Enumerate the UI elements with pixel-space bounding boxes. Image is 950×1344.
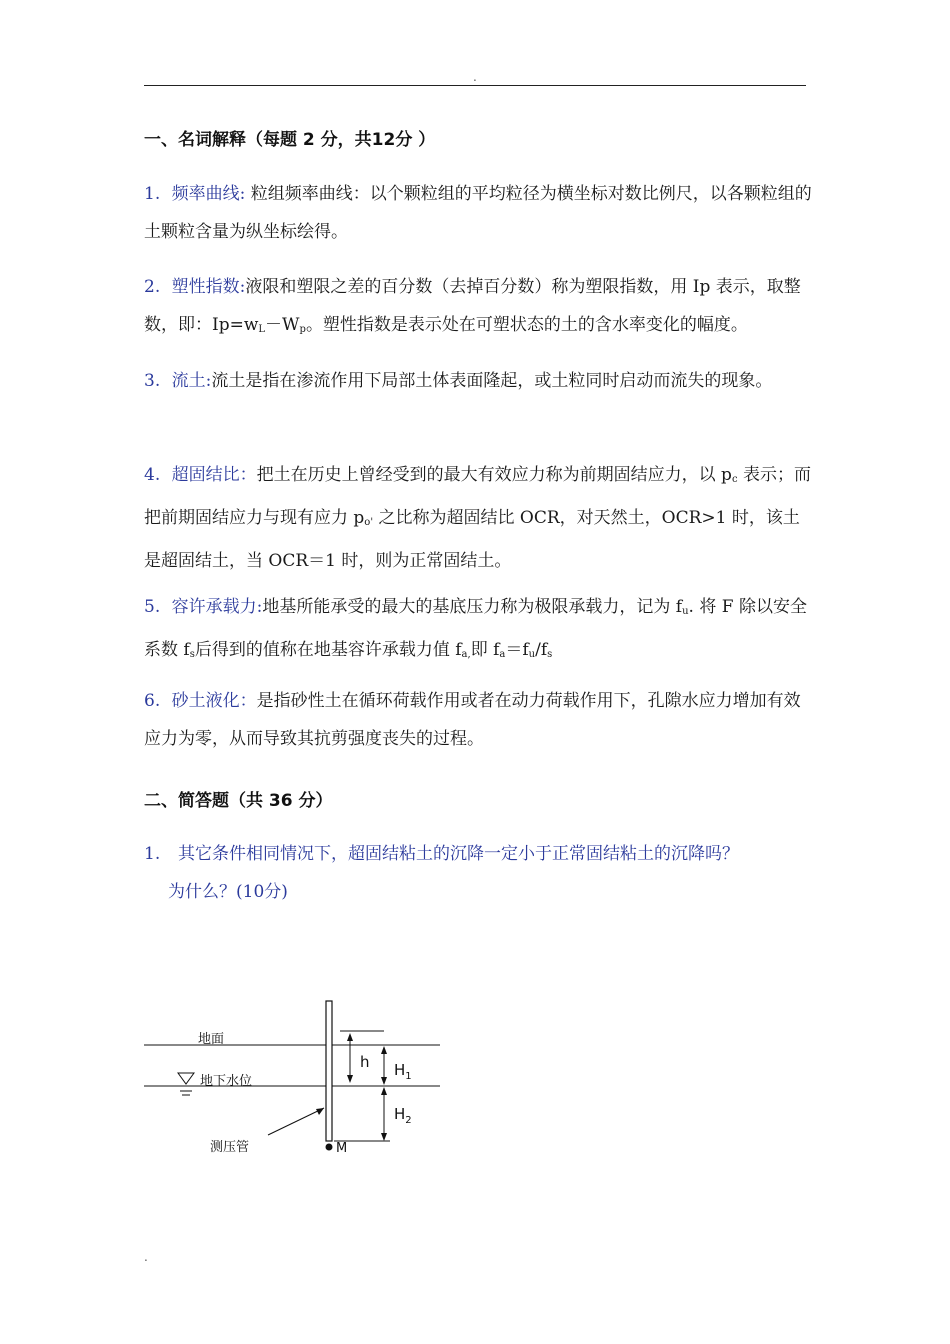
water-level-icon (178, 1073, 194, 1084)
def4-text-b: 表示；而把前期固结应力与现有应力 p (144, 465, 811, 528)
q1-line1: 其它条件相同情况下，超固结粘土的沉降一定小于正常固结粘土的沉降吗？ (178, 844, 739, 864)
tube-label: 测压管 (210, 1140, 250, 1155)
water-label: 地下水位 (200, 1074, 253, 1089)
h2-sub: 2 (405, 1115, 412, 1126)
h2-label (394, 1105, 412, 1126)
h-label: h (360, 1053, 370, 1071)
h-arrow-up-icon (347, 1033, 353, 1041)
h1-arrow-down-icon (381, 1077, 387, 1085)
def3-term: 流土: (171, 371, 212, 391)
def2-text-a: 液限和塑限之差的百分数（去掉百分数）称为塑限指数，用 Ip 表示，取整数，即：Ip=w (144, 277, 801, 335)
h1-sub: 1 (405, 1071, 412, 1082)
def5-text-b: . 将 F 除以安全系数 f (144, 597, 807, 660)
def5-text-f: /f (535, 640, 548, 660)
def6-num: 6. (144, 691, 161, 711)
question-1 (144, 835, 816, 911)
h-arrow-down-icon (347, 1075, 353, 1083)
ground-label: 地面 (198, 1032, 225, 1047)
definition-1 (144, 175, 816, 251)
def1-text: 粒组频率曲线：以个颗粒组的平均粒径为横坐标对数比例尺，以各颗粒组的土颗粒含量为纵坐标绘得。 (144, 184, 812, 242)
def4-sub-b: o' (364, 517, 374, 528)
definition-4 (144, 456, 816, 580)
definition-6 (144, 682, 816, 758)
def2-term: 塑性指数: (171, 277, 246, 297)
piezometer-tube (326, 1001, 332, 1141)
point-m-marker (326, 1144, 333, 1151)
def4-text-a: 把土在历史上曾经受到的最大有效应力称为前期固结应力，以 p (256, 465, 732, 485)
def3-text: 流土是指在渗流作用下局部土体表面隆起，或土粒同时启动而流失的现象。 (211, 371, 773, 391)
def2-sub-a: L (258, 324, 266, 335)
def1-term: 频率曲线: (171, 184, 246, 204)
def4-term: 超固结比： (171, 465, 257, 485)
arrow-line (268, 1108, 324, 1135)
def4-text-c: 之比称为超固结比 OCR，对天然土，OCR>1 时，该土是超固结土，当 OCR＝1 时，则为正常固结土。 (144, 508, 800, 571)
section2-title: 二、简答题（共 36 分） (144, 791, 333, 811)
definition-3 (144, 362, 816, 400)
def5-text-e: ＝f (505, 640, 529, 660)
def5-num: 5. (144, 597, 161, 617)
h1-letter: H (394, 1061, 406, 1079)
def5-sub-a: u (682, 606, 689, 617)
definition-2 (144, 268, 816, 349)
definition-5 (144, 588, 816, 674)
def4-num: 4. (144, 465, 161, 485)
header-rule (144, 85, 806, 86)
h2-letter: H (394, 1105, 406, 1123)
def1-num: 1. (144, 184, 161, 204)
h2-arrow-down-icon (381, 1133, 387, 1141)
def5-sub-b: s (189, 649, 195, 660)
def5-text-a: 地基所能承受的最大的基底压力称为极限承载力，记为 f (262, 597, 683, 617)
piezometer-figure (140, 995, 440, 1165)
def2-sub-b: p (299, 324, 306, 335)
def5-text-d: 即 f (470, 640, 500, 660)
def2-text-b: －W (265, 315, 300, 335)
q1-line2: 为什么？(10分) (168, 882, 288, 902)
def2-num: 2. (144, 277, 161, 297)
h1-arrow-up-icon (381, 1046, 387, 1054)
def2-text-c: 。塑性指数是表示处在可塑状态的土的含水率变化的幅度。 (305, 315, 748, 335)
def6-term: 砂土液化： (171, 691, 257, 711)
def5-term: 容许承载力: (171, 597, 263, 617)
footer-dot: . (144, 1250, 148, 1264)
def6-text: 是指砂性土在循环荷载作用或者在动力荷载作用下，孔隙水应力增加有效应力为零，从而导致其抗剪强度丧失的过程。 (144, 691, 801, 749)
def4-sub-a: c (731, 474, 738, 485)
header-dot: . (473, 70, 477, 84)
def5-sub-d: a (499, 649, 506, 660)
def3-num: 3. (144, 371, 161, 391)
def5-sub-f: s (547, 649, 553, 660)
point-m-label: M (336, 1141, 348, 1156)
q1-num: 1. (144, 844, 161, 864)
h2-arrow-up-icon (381, 1087, 387, 1095)
section1-title: 一、名词解释（每题 2 分，共12分 ） (144, 130, 436, 150)
def5-text-c: 后得到的值称在地基容许承载力值 f (194, 640, 462, 660)
def5-sub-e: u (528, 649, 536, 660)
h1-label (394, 1061, 412, 1082)
def5-sub-c: a, (461, 649, 471, 660)
